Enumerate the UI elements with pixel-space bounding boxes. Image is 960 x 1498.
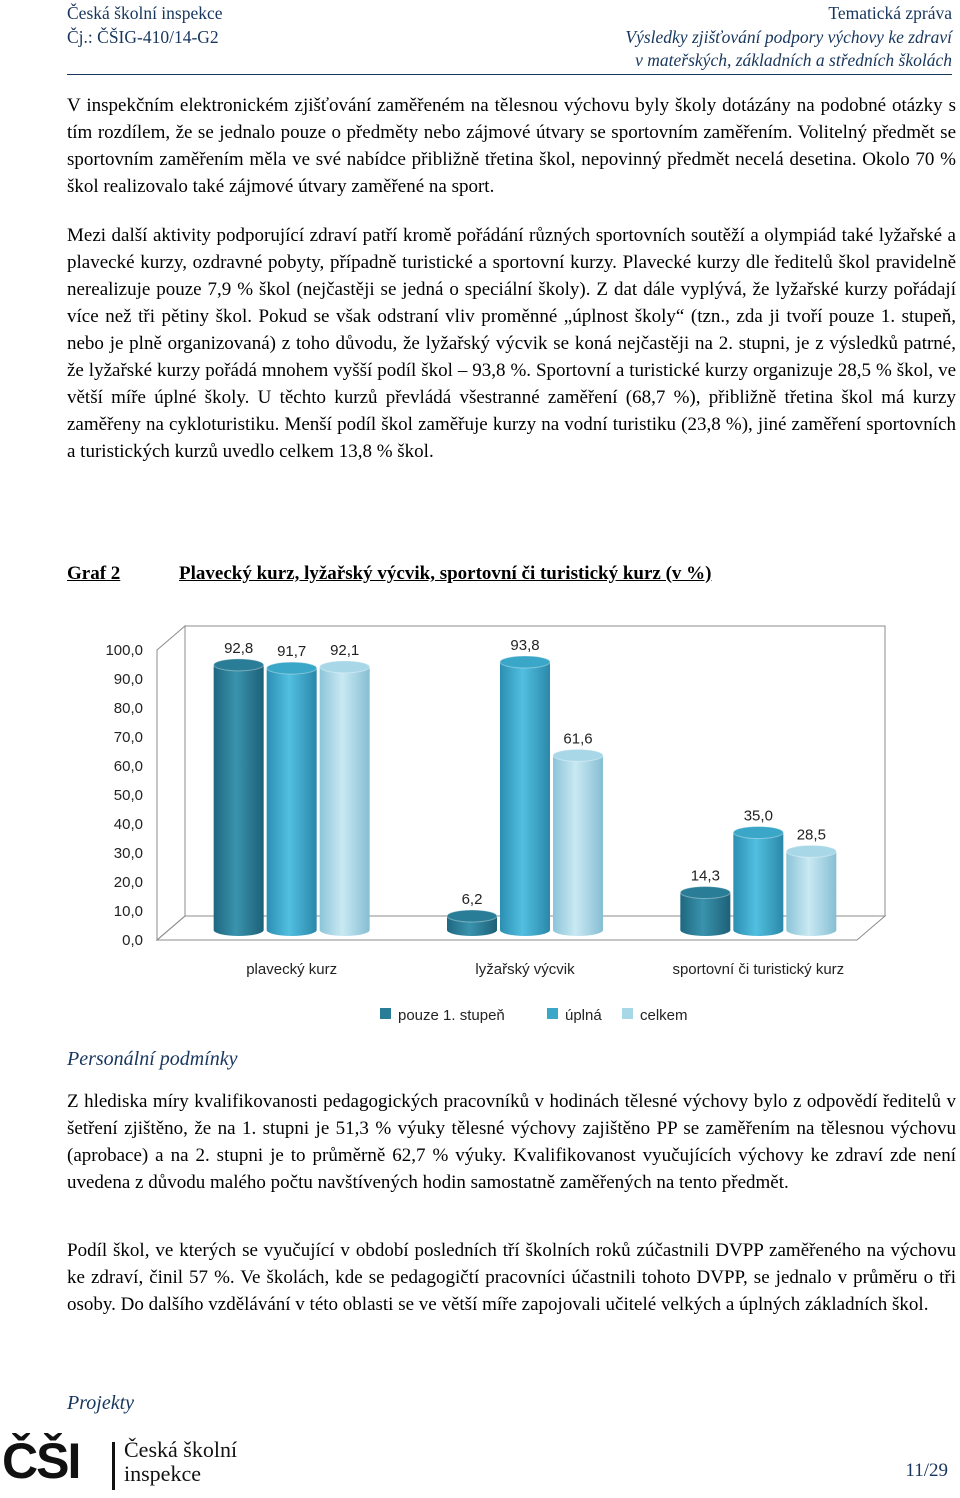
figure-caption [67, 560, 956, 587]
x-category-label: lyžařský výcvik [475, 961, 575, 978]
y-tick-label: 40,0 [113, 816, 143, 833]
bar-top [267, 662, 317, 674]
bar-top [447, 910, 497, 922]
logo-name-line2: inspekce [124, 1461, 201, 1486]
bar-body [214, 665, 264, 936]
side-wall [157, 626, 185, 940]
y-tick-label: 60,0 [113, 758, 143, 775]
bar [500, 656, 550, 936]
section-personnel: Personální podmínky [67, 1048, 238, 1070]
legend-swatch [622, 1008, 633, 1019]
legend-label: celkem [640, 1007, 688, 1024]
bar-chart-svg [67, 604, 948, 1044]
bar-chart [67, 604, 948, 1044]
paragraph-health-activities: Mezi další aktivity podporující zdraví patří kromě pořádání různých sportovních soutěží a olympiád také lyžařské a plavecké kurzy, ozdravné pobyty, případně turistické a sportovní kurzy. Plavecké kurzy dle ředitelů škol pravidelně nerealizuje pouze 7,9 % škol (nejčastěji se jedná o speciální školy). Z dat dále vyplývá, že lyžařské kurzy pořádají více než tři pětiny škol. Pokud se však odstraní vliv proměnné „úplnost školy“ (tzn., zda ji tvoří pouze 1. stupeň, nebo je plně organizovaná) z toho důvodu, že lyžařský výcvik se koná nejčastěji na 2. stupni, je z výsledků patrné, že lyžařské kurzy pořádá mnohem vyšší podíl škol – 93,8 %. Sportovní a turistické kurzy organizuje 28,5 % škol, ve větší míře úplné školy. U těchto kurzů převládá všestranné zaměření (68,7 %), přibližně třetina škol má kurzy zaměřeny na cykloturistiku. Menší podíl škol zaměřuje kurzy na vodní turistiku (23,8 %), jiné zaměření sportovních a turistických kurzů uvedlo celkem 13,8 % škol. [67, 225, 956, 462]
page-number: 11/29 [905, 1460, 948, 1481]
data-label: 61,6 [563, 730, 593, 748]
logo-name-line1: Česká školní [124, 1437, 238, 1462]
bar [214, 659, 264, 936]
y-tick-label: 90,0 [113, 671, 143, 688]
data-label: 91,7 [277, 643, 307, 661]
y-tick-label: 80,0 [113, 700, 143, 717]
y-tick-label: 10,0 [113, 903, 143, 920]
bar-top [733, 827, 783, 839]
bar-top [214, 659, 264, 671]
bar-top [680, 887, 730, 899]
bar-top [553, 749, 603, 761]
y-tick-label: 50,0 [113, 787, 143, 804]
bar-body [320, 667, 370, 936]
header-left [67, 2, 223, 49]
x-axis-labels [246, 961, 844, 978]
csi-logo-name [124, 1438, 237, 1486]
section-projects: Projekty [67, 1392, 135, 1414]
bar [320, 661, 370, 936]
bar-body [733, 833, 783, 937]
y-tick-label: 30,0 [113, 845, 143, 862]
data-label: 14,3 [690, 867, 720, 885]
bar [267, 662, 317, 936]
paragraph-dvpp: Podíl škol, ve kterých se vyučující v období posledních tří školních roků zúčastnili DVPP zaměřeného na výchovu ke zdraví, činil 57 %. Ve školách, kde se pedagogičtí pracovníci účastnili tohoto DVPP, se jednalo v průměru o tři osoby. Do dalšího vzdělávání v této oblasti se ve větší míře zapojovali učitelé velkých a úplných základních škol. [67, 1240, 956, 1315]
bar-body [500, 662, 550, 936]
bar-body [680, 893, 730, 936]
header-report-title: Výsledky zjišťování podpory výchovy ke zdraví [625, 26, 952, 47]
data-label: 93,8 [510, 636, 540, 654]
data-label: 28,5 [796, 826, 826, 844]
bar-body [553, 755, 603, 936]
header-right [625, 2, 952, 73]
y-tick-label: 0,0 [122, 932, 143, 949]
y-tick-label: 100,0 [105, 642, 143, 659]
bar-top [320, 661, 370, 673]
legend-label: úplná [565, 1007, 602, 1024]
figure-label: Graf 2 [67, 563, 121, 584]
page-footer [0, 1428, 960, 1498]
logo-divider [112, 1442, 115, 1490]
csi-logo-mark: ČŠI [2, 1433, 80, 1489]
paragraph-sport-subjects: V inspekčním elektronickém zjišťování zaměřeném na tělesnou výchovu byly školy dotázány na podobné otázky s tím rozdílem, že se jednalo pouze o předměty nebo zájmové útvary se sportovním zaměřením. Volitelný předmět se sportovním zaměřením měla ve své nabídce přibližně třetina škol, nepovinný předmět necelá desetina. Okolo 70 % škol realizovalo také zájmové útvary zaměřené na sport. [67, 95, 956, 197]
bar-body [267, 668, 317, 936]
data-label: 92,1 [330, 641, 360, 659]
page-header [67, 0, 952, 78]
chart-legend [380, 1007, 688, 1024]
data-label: 6,2 [461, 891, 483, 909]
data-label: 35,0 [743, 807, 773, 825]
y-tick-label: 70,0 [113, 729, 143, 746]
bar-top [786, 845, 836, 857]
x-category-label: sportovní či turistický kurz [672, 961, 845, 978]
data-label: 92,8 [224, 639, 254, 657]
header-reference: Čj.: ČŠIG-410/14-G2 [67, 26, 219, 47]
y-tick-label: 20,0 [113, 874, 143, 891]
legend-swatch [547, 1008, 558, 1019]
bar-top [500, 656, 550, 668]
paragraph-qualification: Z hlediska míry kvalifikovanosti pedagogických pracovníků v hodinách tělesné výchovy bylo z odpovědí ředitelů v šetření zjištěno, že na 1. stupni je 51,3 % výuky tělesné výchovy zajištěno PP se zaměřením na tělesnou výchovu (aprobace) a na 2. stupni je to průměrně 62,7 % výuky. Kvalifikovanost vyučujících výchovy ke zdraví zde není uvedena z důvodu malého počtu navštívených hodin samostatně zaměřených na tento předmět. [67, 1091, 956, 1193]
figure-title: Plavecký kurz, lyžařský výcvik, sportovní či turistický kurz (v %) [179, 563, 712, 584]
chart-bars [214, 656, 837, 936]
x-category-label: plavecký kurz [246, 961, 338, 978]
bar [786, 845, 836, 936]
y-axis-labels [105, 642, 143, 949]
header-report-type: Tematická zpráva [828, 3, 952, 23]
bar [553, 749, 603, 936]
legend-label: pouze 1. stupeň [398, 1007, 505, 1024]
legend-swatch [380, 1008, 391, 1019]
bar [447, 910, 497, 936]
bar [733, 827, 783, 937]
bar-body [786, 851, 836, 936]
header-report-subtitle: v mateřských, základních a středních školách [635, 50, 952, 70]
bar [680, 887, 730, 936]
header-institution: Česká školní inspekce [67, 3, 223, 23]
header-divider [67, 74, 952, 75]
